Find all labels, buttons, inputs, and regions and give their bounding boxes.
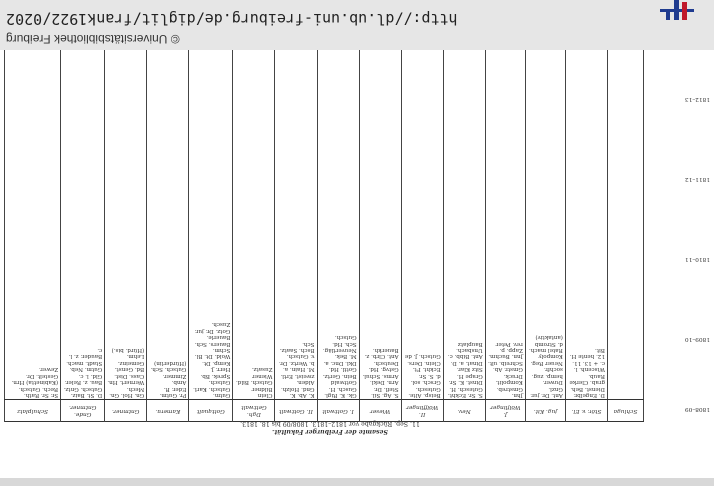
table-cell: Jhn. Gmstreb. Kompolit. Druck. Gmstr. Ab. Schreib. ult. Jnn. Buchm. Zapp. p. rev. Peter bbox=[485, 50, 525, 399]
table-cell: Clein Bildner Gutsch. Bild. Wiener Zusatz. bbox=[233, 50, 275, 399]
col-header-12: Gntmner. bbox=[105, 399, 147, 421]
year-label: 1808–09 bbox=[684, 406, 710, 412]
year-label: 1810–11 bbox=[684, 256, 710, 262]
document-title bbox=[170, 420, 490, 435]
col-header-8: II. Gottwalt bbox=[275, 399, 317, 421]
table-cell: Gn. Hol. Gn. Mech. Wernert. Hn. Cass. Dist. Bd. Genst. Gemeinz. Lehm. (Hürd. bis.) bbox=[105, 50, 147, 399]
university-logo-icon bbox=[660, 0, 694, 20]
year-label: 1812–13 bbox=[684, 96, 710, 102]
header-bar bbox=[0, 0, 714, 50]
col-header-10: Gottqualt bbox=[189, 399, 233, 421]
table-cell: D. St. Baiz. Gutsch. Gntz. Bau. z. Reler. Gld. l. c. Gutm. Neb. Stadt. mach. Bauder. z. l. c. bbox=[61, 50, 105, 399]
col-header-2: jug. Kit. bbox=[525, 399, 565, 421]
document-table bbox=[4, 50, 644, 422]
year-label: 1809–10 bbox=[684, 336, 710, 342]
table-cell: Sr. Sr. Rath. Rech. Gutsch. (Kabinetta) Hrn. Gestelt. Dr. Zewer. bbox=[5, 50, 61, 399]
col-header-4: Nev. bbox=[443, 399, 485, 421]
col-header-9: Dgh. Gettwalt bbox=[233, 399, 275, 421]
copyright-text: © Universitätsbibliothek Freiburg bbox=[6, 32, 180, 46]
col-header-0: Schluga bbox=[607, 399, 643, 421]
viewer-header bbox=[0, 0, 714, 50]
table-cell: Ant. Dr. jur. Gnzl. Duwer. hemp. zug. sochfr. Neuer Reg. Kompoly Ratel mach. d. Stromb (antaktiv) bbox=[525, 50, 565, 399]
table-cell bbox=[607, 50, 643, 399]
table-cell: K. Ab. K. Gnd. Holzh. Alden. zweist. Ertl. M. Hain. a. b. Wertz. Dr. v. Gutsch. Bsch. Saatz. Sch. bbox=[275, 50, 317, 399]
table-cell: Pr. Gutm. Eder. R. Amb. Zimmer. Gutsch. Sch. (Hürderlin) bbox=[147, 50, 189, 399]
col-header-7: I. Gottwalt bbox=[317, 399, 359, 421]
year-label: 1811–12 bbox=[684, 176, 710, 182]
table-cell: Gutm. Gutsch. Karl. Gutsch. Sprek. Bb. Herr. J. Kemp. Dt. Wold. Dt. Bl. Schm. Bauers. Sch. Bauerle. Gotz. Dr. jur. Zusch. bbox=[189, 50, 233, 399]
col-header-1: Stör. v. El. bbox=[565, 399, 607, 421]
document-url[interactable]: http://dl.ub.uni-freiburg.de/diglit/frank1922/0202 bbox=[6, 10, 458, 28]
table-cell: D. Engelbr. Dienst. Beh. grab. Clerke Raub. Wiscenh. l. c. + 13. 11. 12. hente H. Bit. bbox=[565, 50, 607, 399]
table-cell: S. Ag. Sil. Stefl. Dr. Arn. Dekl. Arms. Schul. Gstvg. Hd. Deutsch. Ant. Clrb. z. Bauerkh. bbox=[359, 50, 401, 399]
col-header-14: Schulplatz bbox=[5, 399, 61, 421]
col-header-3: J. Wölflinger bbox=[485, 399, 525, 421]
viewer-footer bbox=[0, 478, 714, 486]
col-header-6: Wieser bbox=[359, 399, 401, 421]
col-header-11: Kamera. bbox=[147, 399, 189, 421]
year-column bbox=[652, 50, 712, 422]
col-header-13: Gnde. Gntmner. bbox=[61, 399, 105, 421]
table-cell: S. Sr. Eckht. Gutesch. H. Dinst. K. Sr. Grape H. Sitz Klar. Dinat. a. D. Ant. Bibb. c. Unsbach. Bauplatz bbox=[443, 50, 485, 399]
table-subtitle: 11. Sep. Rückgabe vor 1812–1813. 1808/09 bis 18. 1813. bbox=[240, 420, 420, 427]
table-cell: Beisp. Alte. Gutesch. Grsch. sol. d. S. Sr. Eckht. Ft. Clein. Ders. Gutsch. J. de bbox=[401, 50, 443, 399]
table-cell: Gk. K. Rigl. Gusch. H. Gottwald Bein. Gertz. Gottl. Hd. Dkl. Dnc. a. M. Bek. Neuvertläg. Sch. Hd. Gutsch. bbox=[317, 50, 359, 399]
col-header-5: II. Wölfflinger bbox=[401, 399, 443, 421]
table-title: Sesamte der Freiburger Fakultät. bbox=[272, 428, 388, 435]
